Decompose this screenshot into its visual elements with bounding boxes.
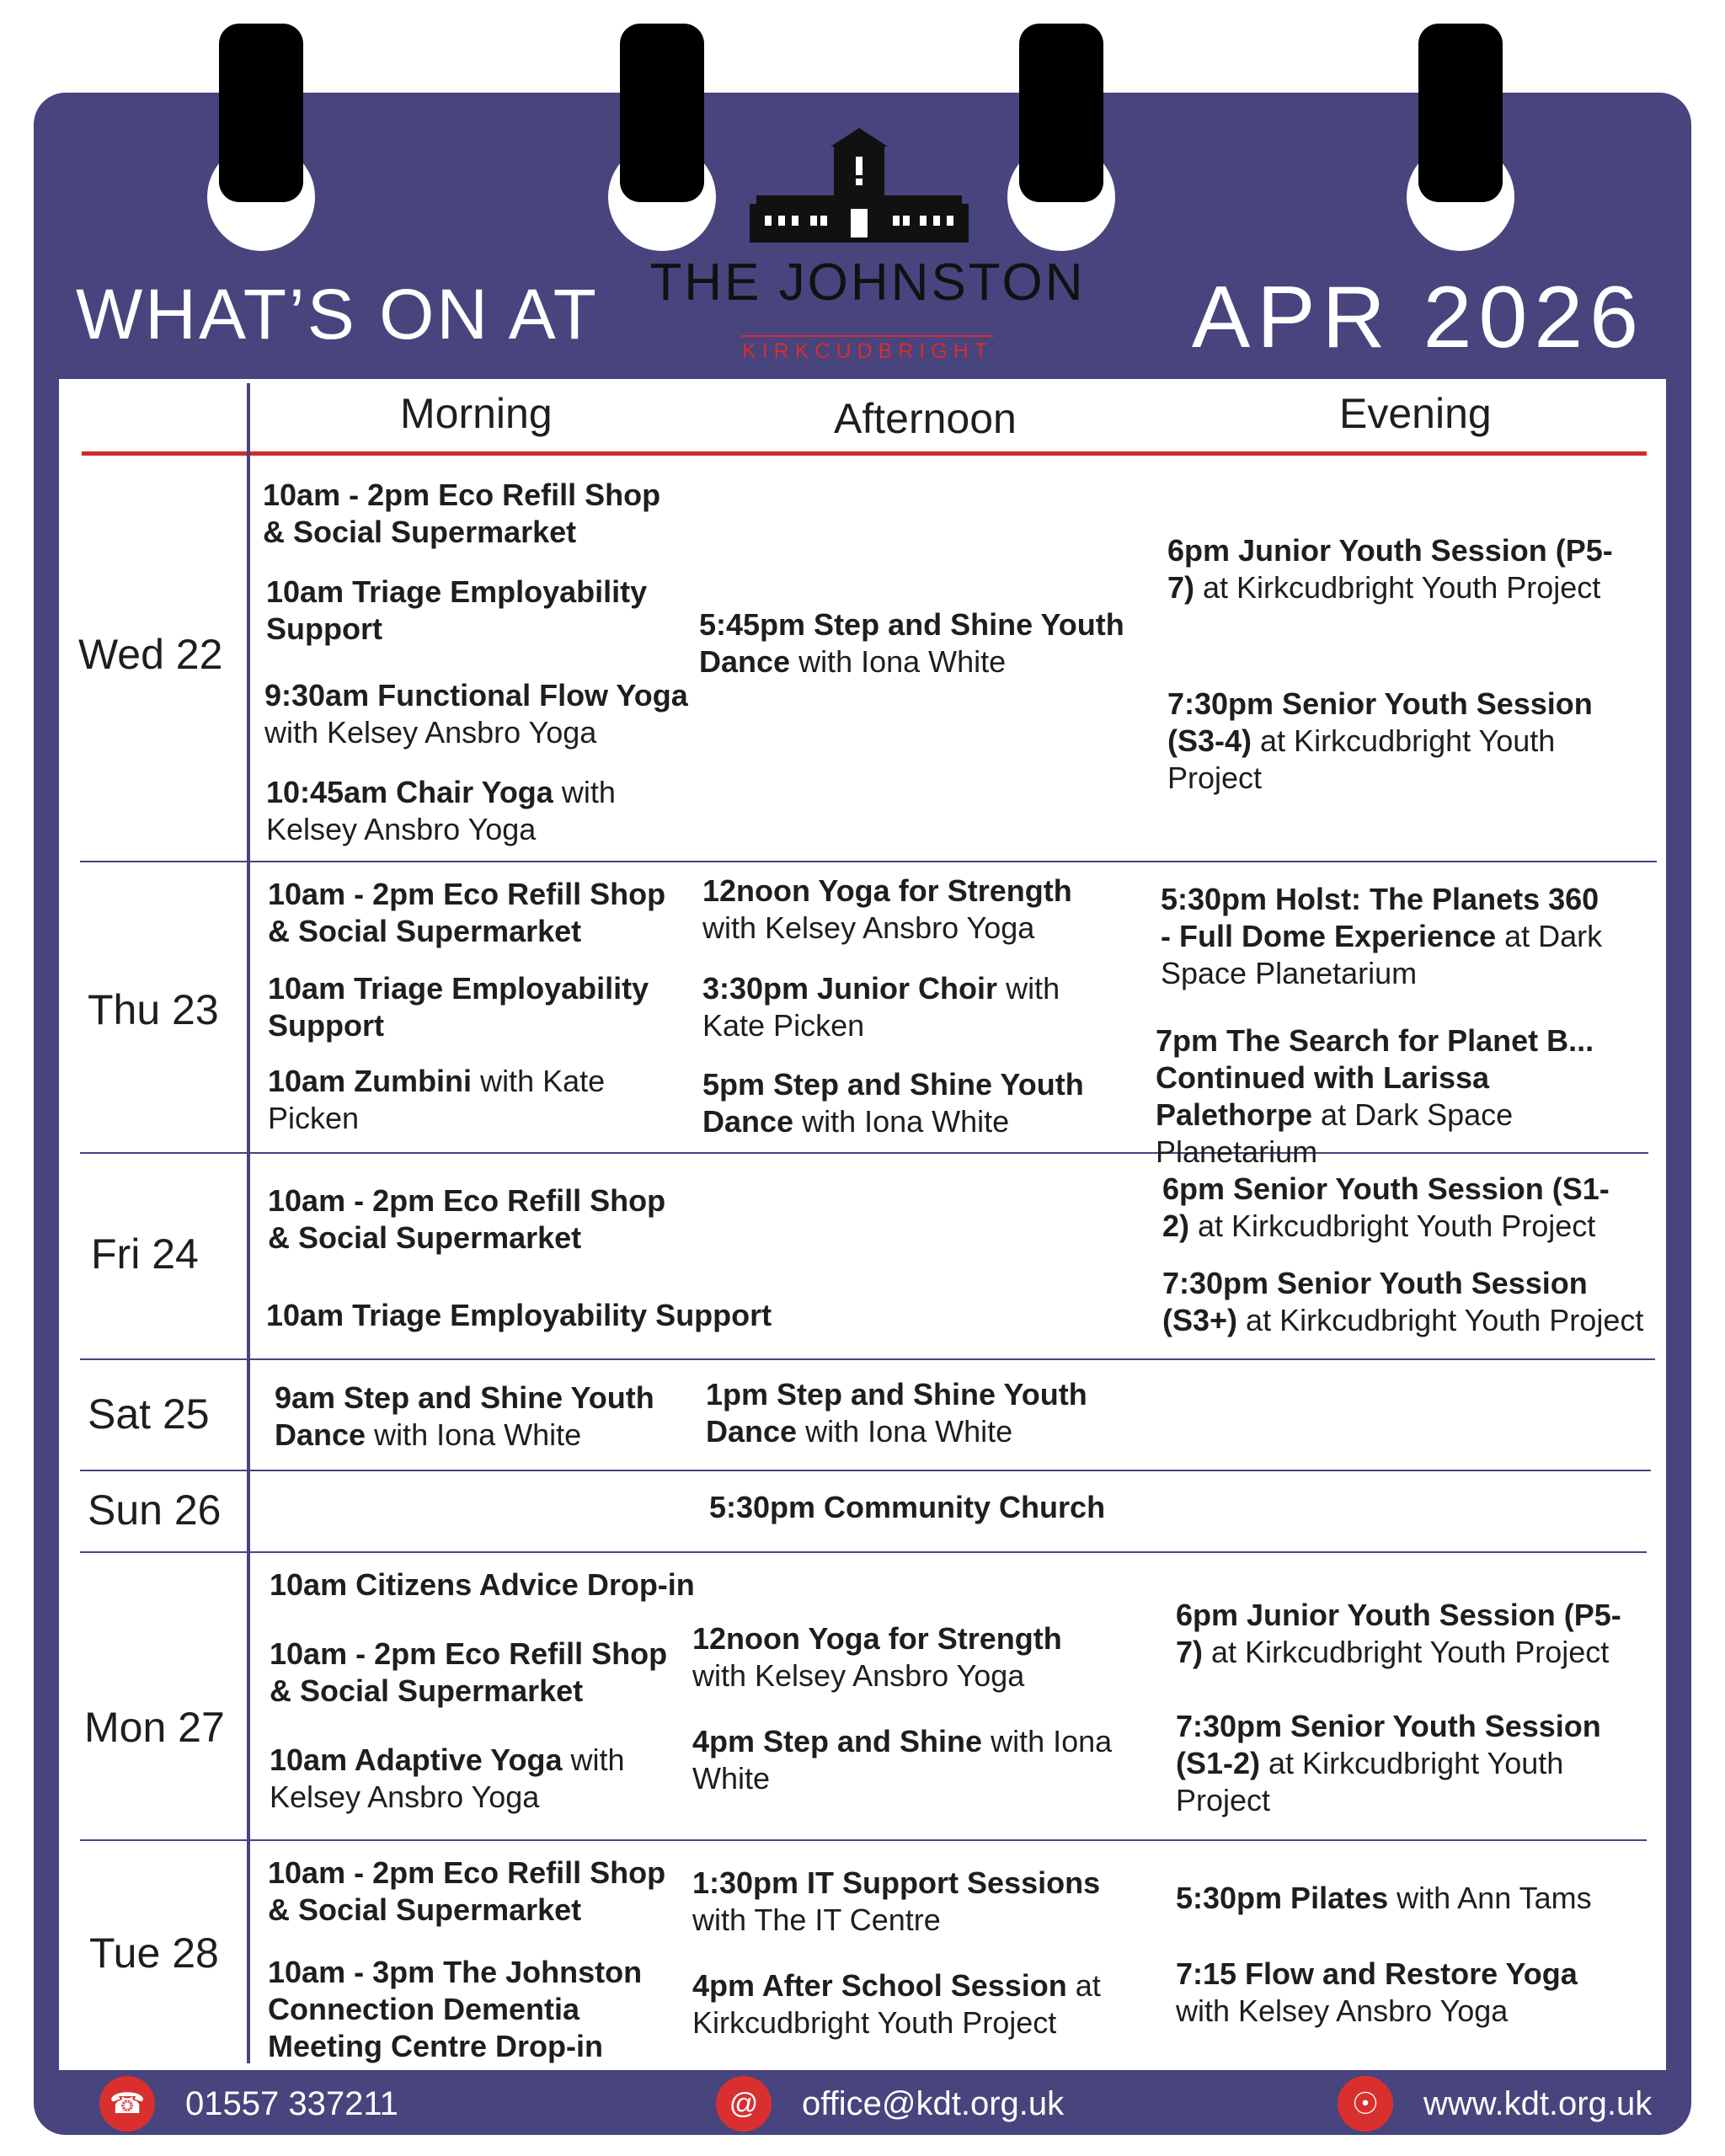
event-item: 5pm Step and Shine Youth Dance with Iona White bbox=[702, 1067, 1084, 1139]
binder-clip bbox=[219, 24, 303, 202]
header-title: WHAT’S ON AT bbox=[76, 275, 599, 354]
johnston-building-logo-icon bbox=[750, 128, 969, 246]
event-item: 5:30pm Pilates with Ann Tams bbox=[1176, 1881, 1592, 1915]
event-item: 6pm Senior Youth Session (S1-2) at Kirkcudbright Youth Project bbox=[1162, 1171, 1610, 1243]
column-header-afternoon: Afternoon bbox=[834, 395, 1017, 442]
event-item: 10am Triage Employability Support bbox=[266, 1298, 772, 1332]
phone-number: 01557 337211 bbox=[185, 2084, 398, 2122]
event-item: 10:45am Chair Yoga with Kelsey Ansbro Yoga bbox=[266, 775, 616, 846]
event-item: 7pm The Search for Planet B... Continued with Larissa Palethorpe at Dark Space Planetarium bbox=[1156, 1023, 1594, 1169]
row-divider bbox=[80, 1470, 1651, 1471]
event-item: 10am - 2pm Eco Refill Shop & Social Supermarket bbox=[270, 1636, 668, 1708]
row-divider bbox=[80, 1358, 1655, 1360]
month-year-title: APR 2026 bbox=[1191, 269, 1645, 366]
phone-icon: ☎ bbox=[99, 2076, 155, 2132]
event-item: 1pm Step and Shine Youth Dance with Iona White bbox=[706, 1377, 1087, 1449]
row-divider bbox=[80, 1839, 1647, 1841]
event-item: 5:30pm Holst: The Planets 360 - Full Dome Experience at Dark Space Planetarium bbox=[1161, 882, 1603, 990]
event-item: 5:30pm Community Church bbox=[709, 1490, 1106, 1524]
day-label: Thu 23 bbox=[88, 986, 219, 1033]
event-item: 10am - 2pm Eco Refill Shop & Social Supermarket bbox=[268, 1855, 666, 1927]
email-icon: @ bbox=[716, 2076, 772, 2132]
event-item: 3:30pm Junior Choir with Kate Picken bbox=[702, 971, 1060, 1043]
event-item: 6pm Junior Youth Session (P5-7) at Kirkcudbright Youth Project bbox=[1176, 1598, 1621, 1669]
event-item: 10am Triage Employability Support bbox=[266, 574, 648, 646]
footer-email[interactable] bbox=[716, 2070, 1064, 2137]
column-header-morning: Morning bbox=[400, 390, 553, 437]
event-item: 10am - 3pm The Johnston Connection Dementia Meeting Centre Drop-in bbox=[268, 1955, 643, 2063]
event-item: 7:15 Flow and Restore Yoga with Kelsey Ansbro Yoga bbox=[1176, 1956, 1578, 2028]
day-label: Sun 26 bbox=[88, 1486, 222, 1534]
binder-clip bbox=[620, 24, 704, 202]
footer-phone[interactable] bbox=[99, 2070, 398, 2137]
event-item: 10am Zumbini with Kate Picken bbox=[268, 1064, 606, 1135]
binder-clip bbox=[1418, 24, 1503, 202]
event-item: 10am - 2pm Eco Refill Shop & Social Supermarket bbox=[263, 478, 661, 549]
event-item: 10am - 2pm Eco Refill Shop & Social Supermarket bbox=[268, 877, 666, 948]
event-item: 4pm Step and Shine with Iona White bbox=[692, 1724, 1113, 1796]
event-item: 7:30pm Senior Youth Session (S3+) at Kirkcudbright Youth Project bbox=[1162, 1266, 1644, 1337]
event-item: 7:30pm Senior Youth Session (S1-2) at Kirkcudbright Youth Project bbox=[1176, 1709, 1601, 1817]
event-item: 12noon Yoga for Strength with Kelsey Ansbro Yoga bbox=[702, 873, 1072, 945]
row-divider bbox=[80, 1551, 1647, 1553]
day-label: Wed 22 bbox=[78, 631, 223, 678]
binder-clip bbox=[1019, 24, 1103, 202]
event-item: 9am Step and Shine Youth Dance with Iona White bbox=[275, 1380, 654, 1452]
event-item: 10am Triage Employability Support bbox=[268, 971, 649, 1043]
event-item: 1:30pm IT Support Sessions with The IT Centre bbox=[692, 1865, 1101, 1937]
logo-name: THE JOHNSTON bbox=[649, 253, 1086, 312]
day-label: Mon 27 bbox=[84, 1704, 225, 1751]
day-column-divider bbox=[247, 383, 250, 2063]
event-item: 9:30am Functional Flow Yoga with Kelsey Ansbro Yoga bbox=[264, 678, 688, 750]
event-item: 6pm Junior Youth Session (P5-7) at Kirkcudbright Youth Project bbox=[1167, 533, 1613, 605]
event-item: 5:45pm Step and Shine Youth Dance with Iona White bbox=[699, 607, 1124, 679]
column-header-evening: Evening bbox=[1339, 390, 1492, 437]
event-item: 4pm After School Session at Kirkcudbright Youth Project bbox=[692, 1968, 1101, 2040]
day-label: Fri 24 bbox=[91, 1230, 199, 1278]
event-item: 12noon Yoga for Strength with Kelsey Ansbro Yoga bbox=[692, 1621, 1062, 1693]
event-item: 7:30pm Senior Youth Session (S3-4) at Kirkcudbright Youth Project bbox=[1167, 686, 1593, 795]
event-item: 10am - 2pm Eco Refill Shop & Social Supermarket bbox=[268, 1183, 666, 1255]
event-item: 10am Citizens Advice Drop-in bbox=[270, 1567, 695, 1602]
website-url: www.kdt.org.uk bbox=[1423, 2084, 1653, 2122]
header-divider bbox=[82, 451, 1647, 456]
row-divider bbox=[80, 861, 1657, 862]
day-label: Sat 25 bbox=[88, 1390, 210, 1438]
globe-icon: ☉ bbox=[1338, 2076, 1393, 2132]
email-address: office@kdt.org.uk bbox=[802, 2084, 1065, 2122]
footer-website[interactable] bbox=[1338, 2070, 1652, 2137]
day-label: Tue 28 bbox=[89, 1929, 219, 1977]
event-item: 10am Adaptive Yoga with Kelsey Ansbro Yoga bbox=[270, 1742, 625, 1814]
logo-town: KIRKCUDBRIGHT bbox=[741, 335, 994, 364]
